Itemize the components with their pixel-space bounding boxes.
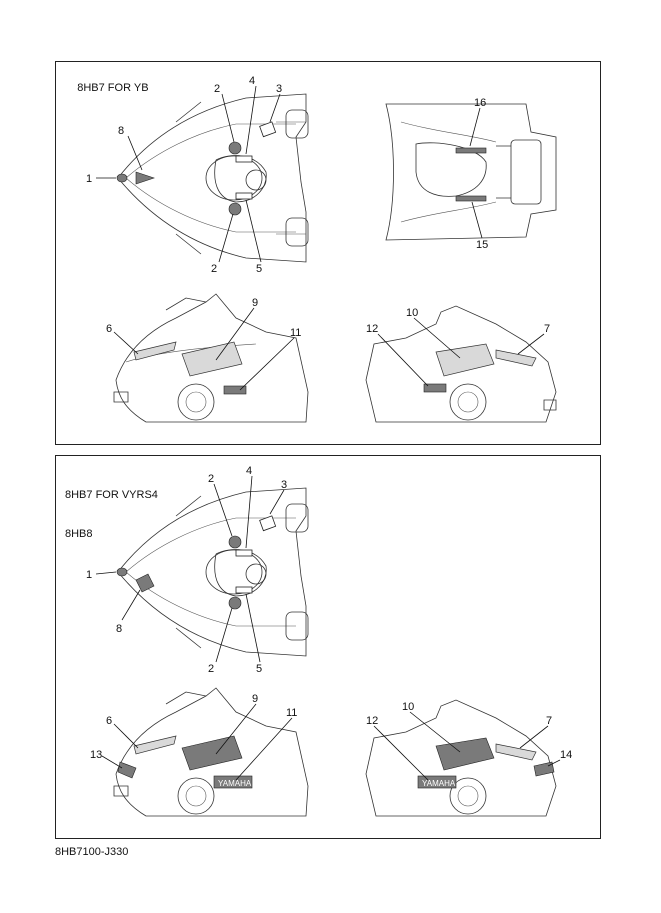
callout-2-upper: 2: [208, 473, 215, 485]
decal-1-mark: [117, 174, 127, 182]
callout-11: 11: [290, 327, 302, 339]
decal-10-mark: [436, 738, 494, 770]
decal-10-mark: [436, 344, 494, 376]
callout-6: 6: [106, 715, 113, 727]
callout-4: 4: [249, 75, 256, 87]
panel-title-line2: 8HB8: [65, 528, 93, 540]
callout-10: 10: [406, 307, 419, 319]
decal-1-mark: [117, 568, 127, 576]
callout-12: 12: [366, 715, 379, 727]
decal-6-mark: [134, 342, 176, 360]
decal-5-mark: [236, 587, 252, 593]
decal-8-mark: [136, 574, 154, 592]
decal-diagram-vyrs4: [56, 456, 602, 840]
decal-4-mark: [236, 550, 252, 556]
callout-4: 4: [246, 465, 253, 477]
decal-diagram-yb: [56, 62, 602, 446]
decal-13-mark: [118, 762, 136, 778]
callout-12: 12: [366, 323, 379, 335]
yamaha-decal-left: YAMAHA: [218, 779, 252, 788]
callout-2-lower: 2: [208, 663, 215, 675]
watercraft-top-view: [117, 488, 308, 656]
callout-5: 5: [256, 263, 263, 275]
callout-3: 3: [276, 83, 283, 95]
callout-8: 8: [116, 623, 123, 635]
decal-2a-mark: [229, 536, 241, 548]
watercraft-rear-top-view: [386, 104, 556, 240]
decal-2b-mark: [229, 203, 241, 215]
callout-9: 9: [252, 297, 259, 309]
decal-7-mark: [496, 744, 536, 760]
watercraft-side-view-left: [114, 688, 308, 816]
decal-panel-vyrs4: [55, 455, 601, 839]
decal-2a-mark: [229, 142, 241, 154]
callout-7: 7: [546, 715, 553, 727]
decal-7-mark: [496, 350, 536, 366]
panel-title-line1: 8HB7 FOR YB: [77, 82, 149, 94]
callout-7: 7: [544, 323, 551, 335]
decal-2b-mark: [229, 597, 241, 609]
callout-1: 1: [86, 569, 93, 581]
decal-8-mark: [136, 172, 154, 184]
yamaha-decal-right: YAMAHA: [422, 779, 456, 788]
callout-14: 14: [560, 749, 573, 761]
watercraft-top-view: [117, 94, 308, 262]
decal-5-mark: [236, 193, 252, 199]
decal-15-mark: [456, 196, 486, 201]
callout-9: 9: [252, 693, 259, 705]
callout-2-upper: 2: [214, 83, 221, 95]
decal-panel-yb: [55, 61, 601, 445]
watercraft-side-view-right: [366, 306, 556, 422]
callout-2-lower: 2: [211, 263, 218, 275]
watercraft-side-view-right: [366, 700, 556, 816]
decal-6-mark: [134, 736, 176, 754]
callout-3: 3: [281, 479, 288, 491]
drawing-id: 8HB7100-J330: [55, 846, 129, 858]
callout-10: 10: [402, 701, 415, 713]
panel-title-line1: 8HB7 FOR VYRS4: [65, 489, 158, 501]
callout-8: 8: [118, 125, 125, 137]
watercraft-side-view-left: [114, 294, 308, 422]
callout-13: 13: [90, 749, 103, 761]
decal-4-mark: [236, 156, 252, 162]
callout-15: 15: [476, 239, 489, 251]
callout-6: 6: [106, 323, 113, 335]
callout-16: 16: [474, 97, 487, 109]
decal-16-mark: [456, 148, 486, 153]
decal-9-mark: [182, 342, 242, 376]
callout-1: 1: [86, 173, 93, 185]
callout-11: 11: [286, 707, 298, 719]
callout-5: 5: [256, 663, 263, 675]
decal-9-mark: [182, 736, 242, 770]
